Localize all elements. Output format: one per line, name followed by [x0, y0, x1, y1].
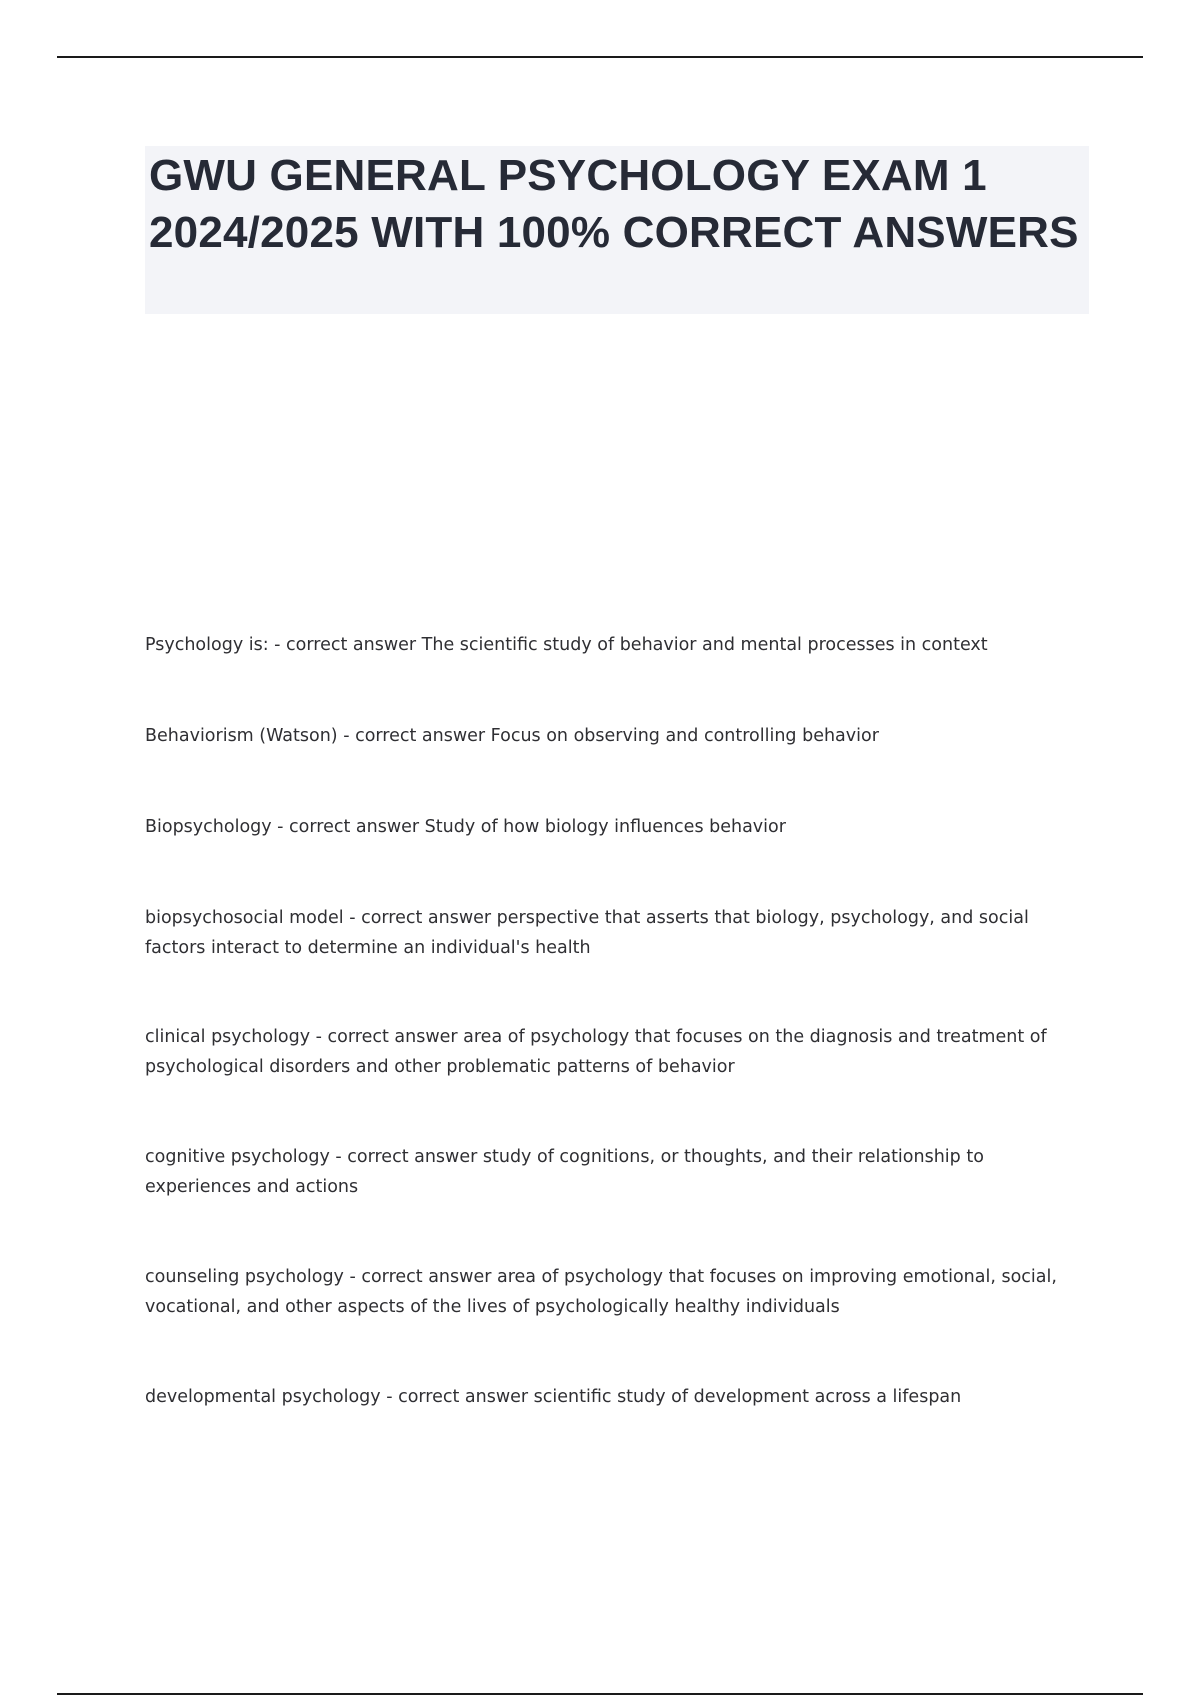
qa-item-developmental-psychology: developmental psychology - correct answer scientific study of development across a lifespan [145, 1387, 962, 1407]
qa-item-biopsychology: Biopsychology - correct answer Study of how biology influences behavior [145, 817, 786, 837]
qa-item-biopsychosocial-model: biopsychosocial model - correct answer perspective that asserts that biology, psychology, and social factors interact to determine an individual's health [145, 908, 1029, 958]
qa-item-counseling-psychology: counseling psychology - correct answer area of psychology that focuses on improving emotional, social, vocational, and other aspects of the lives of psychologically healthy individuals [145, 1267, 1057, 1317]
title-box [145, 146, 1089, 314]
qa-item-clinical-psychology: clinical psychology - correct answer area of psychology that focuses on the diagnosis and treatment of psychological disorders and other problematic patterns of behavior [145, 1027, 1047, 1077]
document-title: GWU GENERAL PSYCHOLOGY EXAM 1 2024/2025 WITH 100% CORRECT ANSWERS [149, 151, 1079, 257]
qa-item-cognitive-psychology: cognitive psychology - correct answer study of cognitions, or thoughts, and their relationship to experiences and actions [145, 1147, 984, 1197]
qa-item-behaviorism: Behaviorism (Watson) - correct answer Focus on observing and controlling behavior [145, 726, 879, 746]
bottom-rule [57, 1693, 1143, 1695]
top-rule [57, 56, 1143, 58]
qa-item-psychology: Psychology is: - correct answer The scientific study of behavior and mental processes in context [145, 635, 988, 655]
